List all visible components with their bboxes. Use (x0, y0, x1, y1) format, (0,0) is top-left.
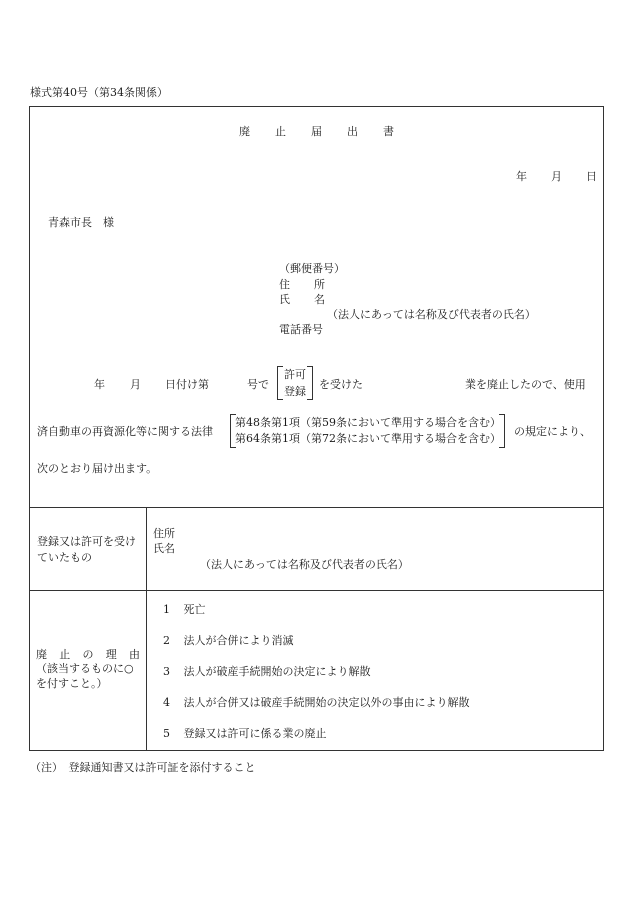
addressee: 青森市長 様 (48, 216, 114, 229)
reason-item-text: 登録又は許可に係る業の廃止 (183, 727, 327, 740)
form-title (239, 125, 394, 138)
reason-item (163, 603, 206, 616)
holder-corp-note: （法人にあっては名称及び代表者の氏名） (200, 558, 409, 571)
title-char: 廃 (239, 125, 250, 138)
permit-bracket-right (307, 366, 313, 400)
footnote: （注） 登録通知書又は許可証を添付すること (30, 761, 256, 774)
date-month: 月 (551, 170, 562, 183)
title-char: 止 (275, 125, 286, 138)
corp-name-note: （法人にあっては名称及び代表者の氏名） (327, 308, 536, 321)
per-provisions: の規定により、 (514, 425, 591, 438)
title-char: 出 (347, 125, 358, 138)
reason-item-text: 法人が合併又は破産手続開始の決定以外の事由により解散 (183, 696, 470, 709)
article-bracket-right (499, 414, 505, 448)
holder-name-label: 氏名 (153, 542, 175, 555)
form-number: 様式第40号（第34条関係） (30, 86, 168, 99)
title-char: 書 (383, 125, 394, 138)
phone-label: 電話番号 (279, 323, 323, 336)
holder-address-label: 住所 (153, 527, 175, 540)
reason-item (163, 696, 470, 709)
divider-label-column (146, 507, 147, 751)
title-char: 届 (311, 125, 322, 138)
date-year: 年 (516, 170, 527, 183)
divider-header (29, 507, 604, 508)
permit-bracket-left (277, 366, 283, 400)
article-2: 第64条第1項（第72条において準用する場合を含む） (235, 432, 501, 445)
body-number: 号で (247, 378, 269, 391)
law-name: 済自動車の再資源化等に関する法律 (37, 425, 213, 438)
reason-item-number: 3 (163, 665, 170, 678)
body-received: を受けた (319, 378, 363, 391)
reason-item-number: 1 (163, 603, 170, 616)
reason-item-text: 法人が合併により消滅 (183, 634, 294, 647)
reason-item-number: 2 (163, 634, 170, 647)
article-1: 第48条第1項（第59条において準用する場合を含む） (235, 416, 501, 429)
registration-option: 登録 (284, 385, 306, 398)
date-day: 日 (586, 170, 597, 183)
body-day-issued: 日付け第 (165, 378, 209, 391)
divider-holder (29, 590, 604, 591)
body-year: 年 (94, 378, 105, 391)
date-line (516, 170, 597, 183)
reason-item (163, 634, 294, 647)
name-label: 氏 名 (279, 293, 325, 306)
permit-option: 許可 (284, 368, 306, 381)
reason-label: 廃 止 の 理 由 (36, 648, 140, 661)
notify-text: 次のとおり届け出ます。 (37, 462, 158, 475)
reason-instruction: （該当するものに○を付すこと。） (36, 662, 134, 690)
reason-item (163, 727, 327, 740)
body-business-abolished: 業を廃止したので、使用 (465, 378, 586, 391)
reason-item (163, 665, 371, 678)
address-label: 住 所 (279, 278, 325, 291)
reason-item-number: 5 (163, 727, 170, 740)
reason-item-number: 4 (163, 696, 170, 709)
body-month: 月 (130, 378, 141, 391)
reason-item-text: 法人が破産手続開始の決定により解散 (183, 665, 371, 678)
holder-label: 登録又は許可を受けていたもの (37, 535, 136, 564)
reason-item-text: 死亡 (183, 603, 206, 616)
postal-code-label: （郵便番号） (279, 262, 345, 275)
